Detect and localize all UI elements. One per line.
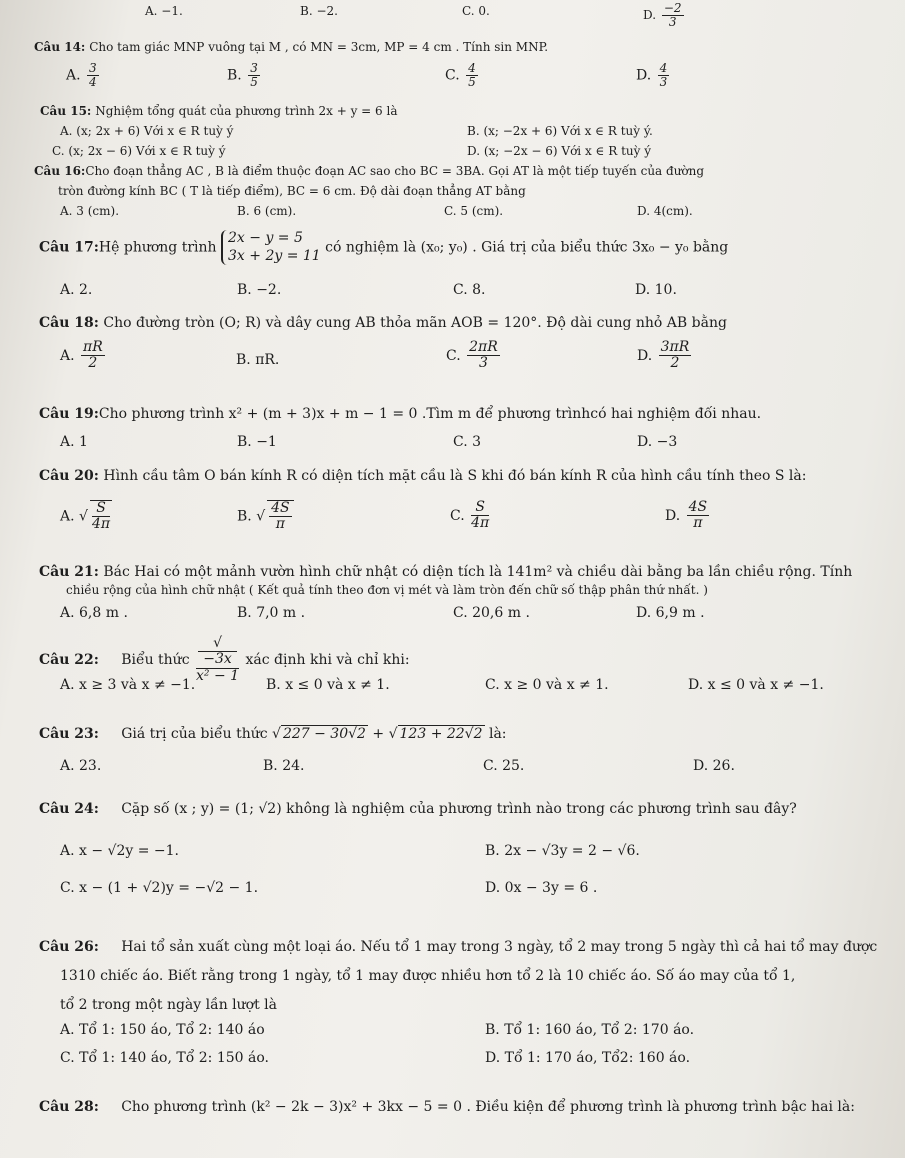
q18-option-c: C. $\frac{2\pi R}{3}$ bbox=[446, 339, 498, 372]
q20-option-a: A. √ $\frac{S}{4\pi}$ bbox=[60, 500, 111, 533]
q23-option-a: A. 23. bbox=[60, 758, 102, 774]
q19-option-a: A. 1 bbox=[60, 434, 88, 450]
question-23: Câu 23: Giá trị của biểu thức √ 227 − 30√2 + √ 123 + 22√2 là: bbox=[39, 726, 507, 742]
q23-option-d: D. 26. bbox=[693, 758, 735, 774]
question-15: Câu 15: Nghiệm tổng quát của phương trình 2x + y = 6 là bbox=[40, 104, 398, 118]
prev-option-c: C. 0. bbox=[462, 4, 490, 18]
question-22: Câu 22: Biểu thức √ −3x x² − 1 xác định khi và chỉ khi: bbox=[39, 635, 410, 684]
question-26-cont-1: 1310 chiếc áo. Biết rằng trong 1 ngày, tổ 1 may được nhiều hơn tổ 2 là 10 chiếc áo. Số áo may của tổ 1, bbox=[60, 968, 796, 984]
question-16: Câu 16:Cho đoạn thẳng AC , B là điểm thuộc đoạn AC sao cho BC = 3BA. Gọi AT là một tiếp tuyến của đường bbox=[34, 164, 705, 178]
q14-option-c: C. $\frac{4}{5}$ bbox=[445, 61, 476, 90]
q22-option-b: B. x ≤ 0 và x ≠ 1. bbox=[266, 677, 390, 693]
q19-option-b: B. −1 bbox=[237, 434, 277, 450]
prev-option-d: D. $\frac{-2}{3}$ bbox=[643, 1, 682, 30]
q22-option-c: C. x ≥ 0 và x ≠ 1. bbox=[485, 677, 609, 693]
q22-option-a: A. x ≥ 3 và x ≠ −1. bbox=[60, 677, 196, 693]
prev-option-a: A. −1. bbox=[145, 4, 183, 18]
q20-option-b: B. √ $\frac{4S}{\pi}$ bbox=[237, 500, 296, 533]
q18-option-a: A. $\frac{\pi R}{2}$ bbox=[60, 339, 103, 372]
q26-option-d: D. Tổ 1: 170 áo, Tổ2: 160 áo. bbox=[485, 1050, 691, 1066]
q26-option-c: C. Tổ 1: 140 áo, Tổ 2: 150 áo. bbox=[60, 1050, 269, 1066]
q24-option-d: D. 0x − 3y = 6 . bbox=[485, 880, 598, 896]
q21-option-c: C. 20,6 m . bbox=[453, 605, 530, 621]
q16-option-d: D. 4(cm). bbox=[637, 204, 693, 218]
question-16-cont: tròn đường kính BC ( T là tiếp điểm), BC = 6 cm. Độ dài đoạn thẳng AT bằng bbox=[58, 184, 526, 198]
q21-option-b: B. 7,0 m . bbox=[237, 605, 306, 621]
question-24: Câu 24: Cặp số (x ; y) = (1; √2) không là nghiệm của phương trình nào trong các phương trình sau đây? bbox=[39, 801, 797, 817]
q15-option-c: C. (x; 2x − 6) Với x ∈ R tuỳ ý bbox=[52, 144, 226, 158]
q23-option-b: B. 24. bbox=[263, 758, 305, 774]
q14-option-a: A. $\frac{3}{4}$ bbox=[66, 61, 97, 90]
q17-option-b: B. −2. bbox=[237, 282, 282, 298]
q26-option-b: B. Tổ 1: 160 áo, Tổ 2: 170 áo. bbox=[485, 1022, 695, 1038]
question-28: Câu 28: Cho phương trình (k² − 2k − 3)x² + 3kx − 5 = 0 . Điều kiện để phương trình là phương trình bậc hai là: bbox=[39, 1099, 855, 1115]
question-21-cont: chiều rộng của hình chữ nhật ( Kết quả tính theo đơn vị mét và làm tròn đến chữ số thập phân thứ nhất. ) bbox=[66, 583, 708, 597]
q24-option-c: C. x − (1 + √2)y = −√2 − 1. bbox=[60, 880, 259, 896]
question-20: Câu 20: Hình cầu tâm O bán kính R có diện tích mặt cầu là S khi đó bán kính R của hình cầu tính theo S là: bbox=[39, 468, 807, 484]
q24-option-a: A. x − √2y = −1. bbox=[60, 843, 179, 859]
question-26-cont-2: tổ 2 trong một ngày lần lượt là bbox=[60, 997, 277, 1013]
prev-option-b: B. −2. bbox=[300, 4, 338, 18]
q17-option-d: D. 10. bbox=[635, 282, 677, 298]
q17-option-c: C. 8. bbox=[453, 282, 486, 298]
q18-option-b: B. πR. bbox=[236, 352, 280, 368]
q26-option-a: A. Tổ 1: 150 áo, Tổ 2: 140 áo bbox=[60, 1022, 265, 1038]
q18-option-d: D. $\frac{3\pi R}{2}$ bbox=[637, 339, 690, 372]
q14-option-d: D. $\frac{4}{3}$ bbox=[636, 61, 668, 90]
question-18: Câu 18: Cho đường tròn (O; R) và dây cung AB thỏa mãn AOB = 120°. Độ dài cung nhỏ AB bằng bbox=[39, 315, 727, 331]
q17-option-a: A. 2. bbox=[60, 282, 93, 298]
q21-option-d: D. 6,9 m . bbox=[636, 605, 705, 621]
q15-option-b: B. (x; −2x + 6) Với x ∈ R tuỳ ý. bbox=[467, 124, 653, 138]
question-26: Câu 26: Hai tổ sản xuất cùng một loại áo. Nếu tổ 1 may trong 3 ngày, tổ 2 may trong 5 ngày thì cả hai tổ may được bbox=[39, 939, 878, 955]
q19-option-d: D. −3 bbox=[637, 434, 678, 450]
question-17: Câu 17:Hệ phương trình 2x − y = 5 3x + 2y = 11 có nghiệm là (x₀; y₀) . Giá trị của biểu thức 3x₀ − y₀ bằng bbox=[39, 230, 729, 264]
q15-option-d: D. (x; −2x − 6) Với x ∈ R tuỳ ý bbox=[467, 144, 651, 158]
q16-option-a: A. 3 (cm). bbox=[60, 204, 120, 218]
q21-option-a: A. 6,8 m . bbox=[60, 605, 128, 621]
question-14: Câu 14: Cho tam giác MNP vuông tại M , có MN = 3cm, MP = 4 cm . Tính sin MNP. bbox=[34, 40, 549, 54]
q20-option-c: C. $\frac{S}{4\pi}$ bbox=[450, 499, 490, 532]
question-19: Câu 19:Cho phương trình x² + (m + 3)x + m − 1 = 0 .Tìm m để phương trìnhcó hai nghiệm đối nhau. bbox=[39, 406, 762, 422]
q16-option-c: C. 5 (cm). bbox=[444, 204, 504, 218]
q23-option-c: C. 25. bbox=[483, 758, 525, 774]
q22-option-d: D. x ≤ 0 và x ≠ −1. bbox=[688, 677, 824, 693]
q24-option-b: B. 2x − √3y = 2 − √6. bbox=[485, 843, 640, 859]
q14-option-b: B. $\frac{3}{5}$ bbox=[227, 61, 258, 90]
q15-option-a: A. (x; 2x + 6) Với x ∈ R tuỳ ý bbox=[60, 124, 234, 138]
q16-option-b: B. 6 (cm). bbox=[237, 204, 297, 218]
question-21: Câu 21: Bác Hai có một mảnh vườn hình chữ nhật có diện tích là 141m² và chiều dài bằng ba lần chiều rộng. Tính bbox=[39, 564, 853, 580]
q20-option-d: D. $\frac{4S}{\pi}$ bbox=[665, 499, 708, 532]
q19-option-c: C. 3 bbox=[453, 434, 482, 450]
